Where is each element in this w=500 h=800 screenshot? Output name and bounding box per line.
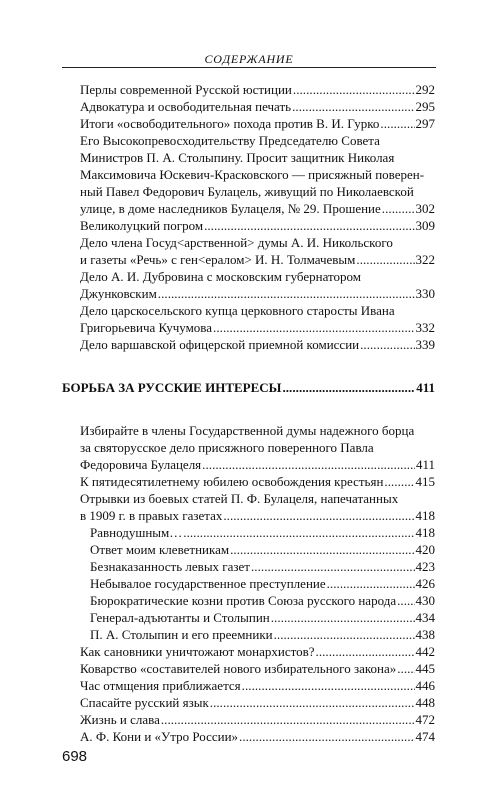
toc-entry xyxy=(80,268,435,302)
toc-page-number: 423 xyxy=(415,559,435,574)
toc-page-number: 472 xyxy=(415,712,435,727)
toc-entry-title: Спасайте русский язык xyxy=(80,695,209,710)
toc-entry xyxy=(90,609,435,626)
toc-entry-title: Джунковским xyxy=(80,286,157,301)
running-header: СОДЕРЖАНИЕ xyxy=(204,52,294,66)
toc-entry xyxy=(80,234,435,268)
toc-entry xyxy=(80,422,435,473)
toc-entry-title: Коварство «составителей нового избирательного закона» xyxy=(80,661,397,676)
dot-leader xyxy=(202,456,415,473)
dot-leader xyxy=(360,336,414,353)
toc-page-number: 434 xyxy=(415,610,435,625)
toc-page-number: 430 xyxy=(415,593,435,608)
toc-entry xyxy=(80,677,435,694)
toc-entry-line: Избирайте в члены Государственной думы надежного борца xyxy=(80,423,415,438)
section-title: БОРЬБА ЗА РУССКИЕ ИНТЕРЕСЫ xyxy=(62,380,282,395)
dot-leader xyxy=(397,592,414,609)
toc-entry-line: Отрывки из боевых статей П. Ф. Булацеля, напечатанных xyxy=(80,491,399,506)
toc-entry-line: Министров П. А. Столыпину. Просит защитник Николая xyxy=(80,150,395,165)
toc-page-number: 448 xyxy=(415,695,435,710)
dot-leader xyxy=(251,558,415,575)
toc-page-number: 418 xyxy=(415,508,435,523)
dot-leader xyxy=(158,285,415,302)
dot-leader xyxy=(213,319,414,336)
toc-entry xyxy=(80,490,435,524)
toc-entry-line: за святорусское дело присяжного поверенного Павла xyxy=(80,440,374,455)
toc-page-number: 426 xyxy=(415,576,435,591)
toc-entry xyxy=(80,336,435,353)
toc-entry-line: Дело царскосельского купца церковного старосты Ивана xyxy=(80,303,395,318)
toc-entry xyxy=(80,643,435,660)
toc-page-number: 474 xyxy=(415,729,435,744)
toc-entry xyxy=(80,660,435,677)
toc-entry-title: Дело варшавской офицерской приемной комиссии xyxy=(80,337,360,352)
toc-entry-line: Дело А. И. Дубровина с московским губернатором xyxy=(80,269,362,284)
toc-entry-title: А. Ф. Кони и «Утро России» xyxy=(80,729,239,744)
toc-entry xyxy=(90,575,435,592)
toc-entry xyxy=(80,473,435,490)
toc-entry-line: Его Высокопревосходительству Председателю Совета xyxy=(80,133,380,148)
toc-page-number: 438 xyxy=(415,627,435,642)
dot-leader xyxy=(316,643,415,660)
toc-entry-title: в 1909 г. в правых газетах xyxy=(80,508,223,523)
toc-page-number: 322 xyxy=(415,252,435,267)
toc-page-number: 297 xyxy=(415,116,435,131)
toc-entry xyxy=(80,302,435,336)
dot-leader xyxy=(210,694,415,711)
dot-leader xyxy=(271,609,415,626)
toc-entry-title: Великолуцкий погром xyxy=(80,218,204,233)
toc-page-number: 330 xyxy=(415,286,435,301)
dot-leader xyxy=(327,575,415,592)
dot-leader xyxy=(293,81,415,98)
toc-page-number: 309 xyxy=(415,218,435,233)
toc-entry-title: Небывалое государственное преступление xyxy=(90,576,326,591)
dot-leader xyxy=(183,524,414,541)
dot-leader xyxy=(382,200,415,217)
toc-entry-title: улице, в доме наследников Булацеля, № 29. Прошение xyxy=(80,201,381,216)
toc-entry-line: Дело члена Госуд<арственной> думы А. И. Никольского xyxy=(80,235,393,250)
dot-leader xyxy=(230,541,414,558)
toc-entry xyxy=(80,132,435,217)
toc-entry-title: Безнаказанность левых газет xyxy=(90,559,250,574)
toc-entry xyxy=(80,217,435,234)
dot-leader xyxy=(223,507,414,524)
toc-entry xyxy=(80,728,435,745)
dot-leader xyxy=(242,677,415,694)
toc-entry xyxy=(80,694,435,711)
toc-entry-title: Бюрократические козни против Союза русского народа xyxy=(90,593,397,608)
header-rule xyxy=(62,67,436,68)
toc-entry-title: Адвокатура и освободительная печать xyxy=(80,99,292,114)
toc-entry-title: Как сановники уничтожают монархистов? xyxy=(80,644,315,659)
toc-entry-title: Ответ моим клеветникам xyxy=(90,542,230,557)
toc-entry-title: Жизнь и слава xyxy=(80,712,160,727)
toc-page-number: 295 xyxy=(415,99,435,114)
dot-leader xyxy=(161,711,415,728)
section-heading xyxy=(62,379,435,396)
dot-leader xyxy=(356,251,414,268)
toc-entry-title: Григорьевича Кучумова xyxy=(80,320,213,335)
dot-leader xyxy=(282,379,415,396)
toc-entry xyxy=(80,115,435,132)
toc-entry xyxy=(90,626,435,643)
toc-page-number: 339 xyxy=(415,337,435,352)
toc-page-number: 445 xyxy=(415,661,435,676)
dot-leader xyxy=(292,98,414,115)
toc-entry-line: ный Павел Федорович Булацель, живущий по Николаевской xyxy=(80,184,414,199)
toc-entry xyxy=(80,711,435,728)
dot-leader xyxy=(239,728,414,745)
dot-leader xyxy=(384,473,414,490)
toc-entry xyxy=(80,81,435,98)
dot-leader xyxy=(204,217,414,234)
toc-entry-title: К пятидесятилетнему юбилею освобождения крестьян xyxy=(80,474,384,489)
toc-page-number: 332 xyxy=(415,320,435,335)
toc-entry xyxy=(90,592,435,609)
toc-page-number: 442 xyxy=(415,644,435,659)
dot-leader xyxy=(380,115,414,132)
toc-entry-title: Итоги «освободительного» похода против В. И. Гурко xyxy=(80,116,380,131)
toc-entry xyxy=(90,524,435,541)
toc-entry-title: П. А. Столыпин и его преемники xyxy=(90,627,273,642)
dot-leader xyxy=(274,626,415,643)
toc-page-number: 420 xyxy=(415,542,435,557)
dot-leader xyxy=(397,660,414,677)
toc-page-number: 411 xyxy=(415,457,435,472)
page-number: 698 xyxy=(62,748,88,765)
toc-entry xyxy=(90,541,435,558)
toc-entry-title: и газеты «Речь» с ген<ералом> И. Н. Толмачевым xyxy=(80,252,356,267)
toc-page-number: 415 xyxy=(415,474,435,489)
toc-page-number: 446 xyxy=(415,678,435,693)
toc-entry xyxy=(90,558,435,575)
toc-page-number: 418 xyxy=(415,525,435,540)
toc-entry-title: Перлы современной Русской юстиции xyxy=(80,82,292,97)
toc-entry xyxy=(80,98,435,115)
toc-page-number: 292 xyxy=(415,82,435,97)
toc-page-number: 302 xyxy=(415,201,435,216)
toc-entry-line: Максимовича Юскевич-Красковского — присяжный поверен- xyxy=(80,167,425,182)
toc-entry-title: Час отмщения приближается xyxy=(80,678,241,693)
toc-entry-title: Равнодушным… xyxy=(90,525,183,540)
toc-entry-title: Федоровича Булацеля xyxy=(80,457,202,472)
toc-entry-title: Генерал-адъютанты и Столыпин xyxy=(90,610,270,625)
toc-page-number: 411 xyxy=(416,380,435,395)
